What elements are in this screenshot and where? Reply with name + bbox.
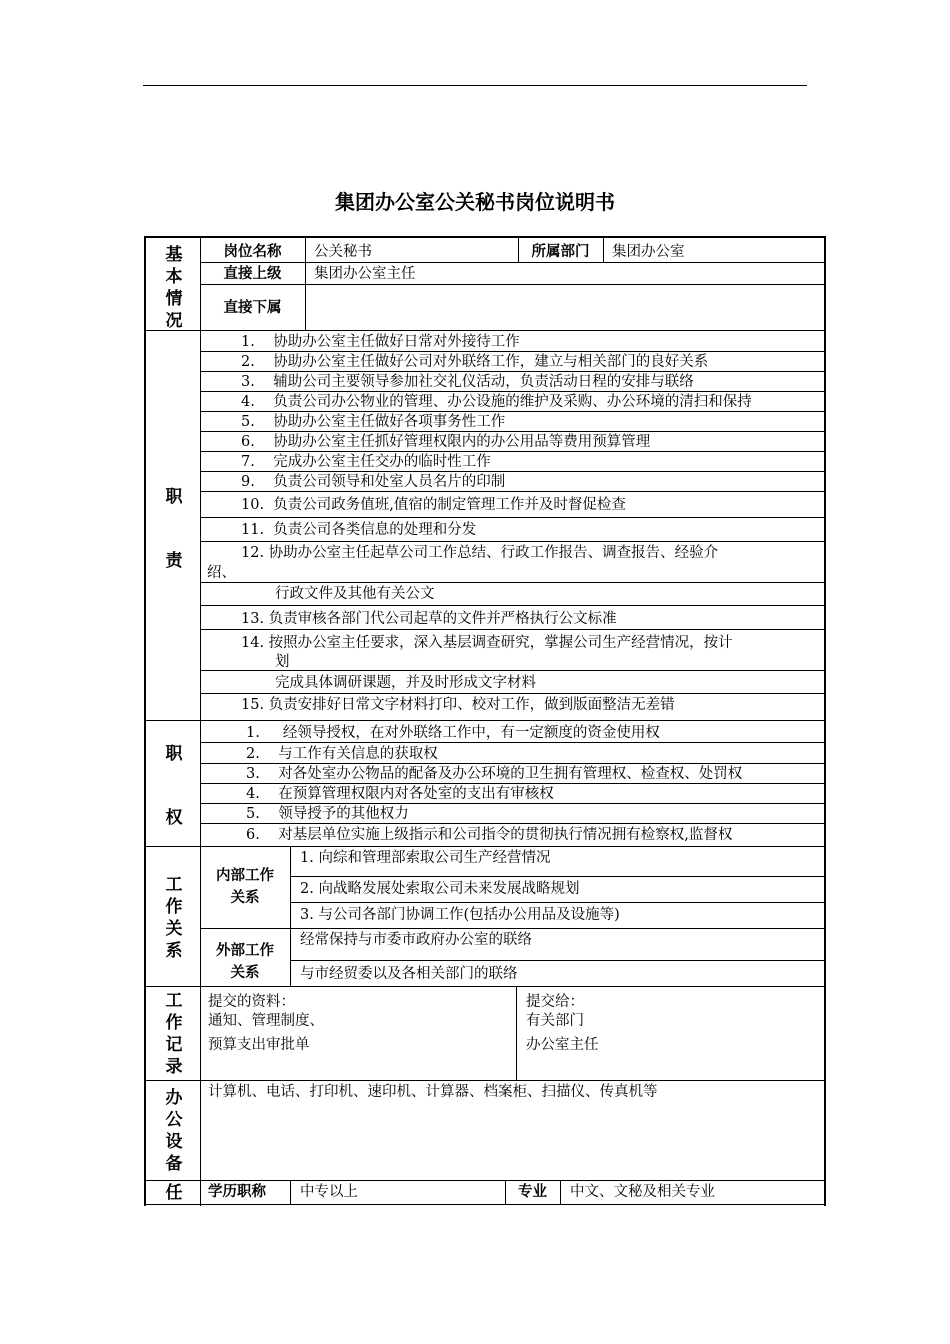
duty-item: 2. 协助办公室主任做好公司对外联络工作，建立与相关部门的良好关系 (241, 354, 709, 370)
authority-item: 1. 经领导授权，在对外联络工作中，有一定额度的资金使用权 (246, 725, 660, 741)
section-char: 公 (165, 1110, 183, 1130)
duty-item-continuation: 行政文件及其他有关公文 (275, 586, 435, 602)
label-line: 关系 (230, 965, 260, 981)
row-line (200, 670, 824, 671)
section-records (146, 990, 202, 1078)
row-line (290, 876, 824, 877)
row-line (200, 541, 824, 542)
section-char: 作 (165, 897, 183, 917)
section-basic (146, 244, 202, 332)
major-label: 专业 (518, 1184, 547, 1200)
row-line (200, 605, 824, 606)
duty-item: 3. 辅助公司主要领导参加社交礼仪活动，负责活动日程的安排与联络 (241, 374, 694, 390)
submit-item: 预算支出审批单 (208, 1037, 310, 1053)
post-name-label: 岗位名称 (223, 244, 282, 260)
section-char: 关 (165, 919, 183, 939)
authority-item: 3. 对各处室办公物品的配备及办公环境的卫生拥有管理权、检查权、处罚权 (246, 766, 743, 782)
row-line (200, 371, 824, 372)
superior-label: 直接上级 (223, 266, 282, 282)
label-line: 关系 (230, 890, 260, 906)
section-char: 基 (165, 245, 183, 265)
external-relations-label (200, 940, 290, 984)
row-line (200, 451, 824, 452)
section-char: 备 (165, 1154, 183, 1174)
submit-item: 通知、管理制度、 (208, 1013, 324, 1029)
duty-item: 7. 完成办公室主任交办的临时性工作 (241, 454, 491, 470)
section-equipment (146, 1087, 202, 1175)
section-char: 录 (165, 1057, 183, 1077)
section-line (146, 986, 824, 987)
row-line (200, 411, 824, 412)
equipment-text: 计算机、电话、打印机、速印机、计算器、档案柜、扫描仪、传真机等 (208, 1084, 658, 1100)
row-line (200, 391, 824, 392)
authority-item: 6. 对基层单位实施上级指示和公司指令的贯彻执行情况拥有检察权,监督权 (246, 827, 733, 843)
section-line (146, 720, 824, 721)
submit-label: 提交的资料： (208, 994, 295, 1010)
duty-item: 13. 负责审核各部门代公司起草的文件并严格执行公文标准 (241, 611, 617, 627)
section-char: 办 (165, 1088, 183, 1108)
row-line (200, 823, 824, 824)
submit-to-label: 提交给： (526, 994, 584, 1010)
row-line (200, 431, 824, 432)
row-line (200, 262, 824, 263)
section-authority-top: 职 (165, 744, 183, 764)
row-line (290, 960, 824, 961)
section-char: 设 (165, 1132, 183, 1152)
submit-to-item: 有关部门 (526, 1013, 584, 1029)
row-line (200, 471, 824, 472)
duty-item-wrap: 划 (275, 654, 290, 670)
section-duties-bottom: 责 (165, 551, 183, 571)
row-line (200, 693, 824, 694)
internal-relation-item: 1. 向综和管理部索取公司生产经营情况 (300, 850, 551, 866)
row-line (200, 783, 824, 784)
section-line (146, 1180, 824, 1181)
authority-item: 5. 领导授予的其他权力 (246, 806, 409, 822)
section-line (146, 1204, 824, 1205)
authority-item: 2. 与工作有关信息的获取权 (246, 746, 438, 762)
education-value: 中专以上 (300, 1184, 358, 1200)
submit-to-item: 办公室主任 (526, 1037, 599, 1053)
label-line: 内部工作 (216, 868, 274, 884)
section-char: 本 (165, 267, 183, 287)
internal-relation-item: 3. 与公司各部门协调工作(包括办公用品及设施等) (300, 907, 620, 923)
dept-value: 集团办公室 (612, 244, 685, 260)
duty-item: 6. 协助办公室主任抓好管理权限内的办公用品等费用预算管理 (241, 434, 651, 450)
row-line (200, 582, 824, 583)
row-line (200, 928, 824, 929)
post-name-value: 公关秘书 (314, 244, 372, 260)
section-char: 作 (165, 1013, 183, 1033)
section-qualification: 任 (165, 1183, 183, 1203)
edu-divider (290, 1180, 291, 1204)
duty-item: 14. 按照办公室主任要求，深入基层调查研究，掌握公司生产经营情况，按计 (241, 635, 733, 651)
row-line (200, 803, 824, 804)
duty-item: 11. 负责公司各类信息的处理和分发 (241, 522, 477, 538)
external-relation-item: 与市经贸委以及各相关部门的联络 (300, 966, 518, 982)
label-line: 外部工作 (216, 943, 274, 959)
section-duties-top: 职 (165, 487, 183, 507)
subordinate-label: 直接下属 (223, 300, 282, 316)
dept-label-divider-right (603, 238, 604, 262)
major-divider-right (560, 1180, 561, 1204)
section-relations (146, 874, 202, 962)
duty-item: 9. 负责公司领导和处室人员名片的印制 (241, 474, 506, 490)
education-label: 学历职称 (208, 1184, 266, 1200)
row-line (200, 351, 824, 352)
duty-item-wrap: 绍、 (207, 565, 236, 581)
row-line (200, 284, 824, 285)
internal-relation-item: 2. 向战略发展处索取公司未来发展战略规划 (300, 881, 580, 897)
section-char: 况 (165, 311, 183, 331)
row-line (200, 517, 824, 518)
dept-label: 所属部门 (531, 244, 590, 260)
superior-value: 集团办公室主任 (314, 266, 416, 282)
section-line (146, 846, 824, 847)
row-line (200, 742, 824, 743)
external-relation-item: 经常保持与市委市政府办公室的联络 (300, 932, 532, 948)
section-line (146, 1080, 824, 1081)
duty-item: 1. 协助办公室主任做好日常对外接待工作 (241, 334, 520, 350)
duty-item: 10. 负责公司政务值班,值宿的制定管理工作并及时督促检查 (241, 497, 626, 513)
row-line (290, 902, 824, 903)
row-line (200, 763, 824, 764)
section-char: 情 (165, 289, 183, 309)
duty-item: 15. 负责安排好日常文字材料打印、校对工作，做到版面整洁无差错 (241, 697, 675, 713)
section-char: 系 (165, 941, 183, 961)
header-rule (143, 85, 807, 86)
duty-item: 12. 协助办公室主任起草公司工作总结、行政工作报告、调查报告、经验介 (241, 545, 719, 561)
internal-relations-label (200, 865, 290, 909)
section-char: 工 (165, 991, 183, 1011)
major-value: 中文、文秘及相关专业 (570, 1184, 715, 1200)
page-title: 集团办公室公关秘书岗位说明书 (335, 190, 615, 214)
row-line (200, 629, 824, 630)
records-divider (516, 986, 517, 1080)
section-line (146, 330, 824, 331)
relations-label-divider (290, 846, 291, 986)
section-authority-bottom: 权 (165, 808, 183, 828)
duty-item-continuation: 完成具体调研课题，并及时形成文字材料 (275, 675, 536, 691)
section-char: 记 (165, 1035, 183, 1055)
duty-item: 5. 协助办公室主任做好各项事务性工作 (241, 414, 506, 430)
row-line (200, 491, 824, 492)
duty-item: 4. 负责公司办公物业的管理、办公设施的维护及采购、办公环境的清扫和保持 (241, 394, 752, 410)
section-char: 工 (165, 875, 183, 895)
authority-item: 4. 在预算管理权限内对各处室的支出有审核权 (246, 786, 554, 802)
